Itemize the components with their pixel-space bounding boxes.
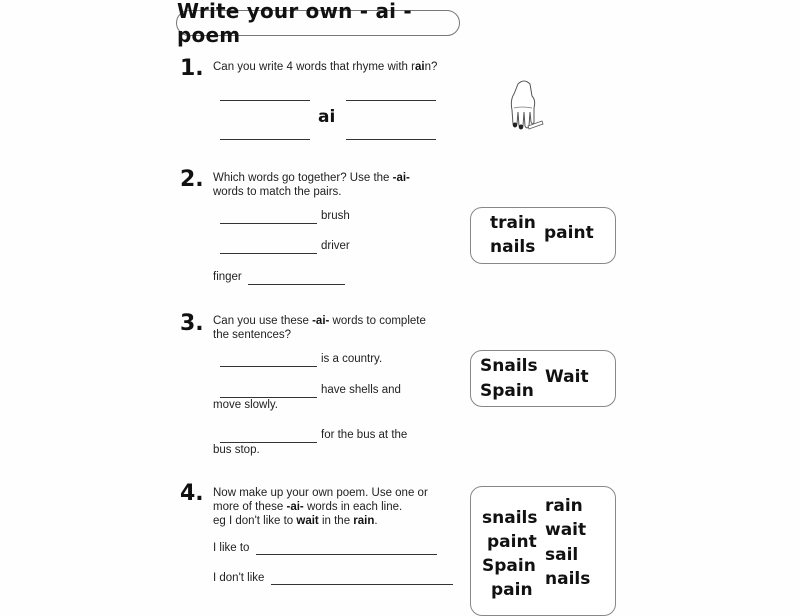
pair-blank-finger[interactable]	[248, 284, 345, 285]
poem-line-2-label: I don't like	[213, 572, 265, 584]
poem-line-1-label: I like to	[213, 542, 250, 554]
word-bank-word: Spain	[480, 381, 534, 401]
prompt-bold: wait	[296, 515, 319, 527]
rhyme-blank-1[interactable]	[220, 100, 310, 101]
rhyme-blank-4[interactable]	[346, 139, 436, 140]
question-3-prompt	[213, 314, 426, 342]
question-2-prompt	[213, 171, 410, 199]
sentence-1-text: is a country.	[321, 353, 383, 365]
question-3-number: 3.	[180, 311, 204, 336]
prompt-text: eg I don't like to	[213, 515, 297, 527]
word-bank-word: pain	[491, 580, 533, 600]
prompt-text: Which words go together? Use the	[213, 172, 393, 184]
sentence-2-text: have shells and	[321, 384, 401, 396]
question-2-number: 2.	[180, 167, 204, 192]
word-bank-word: paint	[544, 223, 594, 243]
example-line	[213, 514, 428, 528]
sentence-2-continued: move slowly.	[213, 399, 278, 411]
prompt-bold: -ai-	[286, 501, 304, 513]
question-1-number: 1.	[180, 56, 204, 81]
word-bank-word: nails	[545, 569, 591, 589]
sentence-3-text: for the bus at the	[321, 429, 408, 441]
pair-blank-driver[interactable]	[220, 253, 317, 254]
sentence-blank-1[interactable]	[220, 366, 317, 367]
prompt-text: Can you use these	[213, 315, 313, 327]
word-bank-word: Snails	[480, 356, 538, 376]
question-4-prompt	[213, 486, 428, 528]
word-bank-word: rain	[545, 496, 583, 516]
question-4-number: 4.	[180, 481, 204, 506]
prompt-text: Now make up your own poem. Use one or	[213, 487, 428, 499]
title-text: Write your own - ai - poem	[177, 0, 412, 47]
word-bank-word: snails	[482, 508, 538, 528]
prompt-text: words to complete	[329, 315, 426, 327]
prompt-bold: -ai-	[392, 172, 410, 184]
prompt-bold: ai	[414, 61, 425, 73]
ai-center-label: ai	[318, 107, 336, 127]
prompt-text: words to match the pairs.	[213, 186, 342, 198]
prompt-text: in the	[318, 515, 354, 527]
prompt-bold: -ai-	[312, 315, 330, 327]
word-bank-word: train	[490, 213, 536, 233]
word-bank-word: Wait	[545, 367, 589, 387]
word-bank-word: wait	[545, 520, 587, 540]
pair-label-finger: finger	[213, 271, 242, 283]
word-bank-word: sail	[545, 545, 579, 565]
word-bank-word: paint	[487, 532, 537, 552]
word-bank-word: Spain	[482, 556, 536, 576]
rhyme-blank-2[interactable]	[346, 100, 436, 101]
poem-line-2-blank[interactable]	[271, 584, 453, 585]
prompt-text: words in each line.	[303, 501, 403, 513]
sentence-blank-2[interactable]	[220, 397, 317, 398]
word-bank-q2	[470, 207, 616, 264]
prompt-text: .	[374, 515, 378, 527]
prompt-text: more of these	[213, 501, 287, 513]
pair-blank-brush[interactable]	[220, 223, 317, 224]
word-bank-q3	[470, 350, 616, 407]
sentence-blank-3[interactable]	[220, 442, 317, 443]
question-1-prompt	[213, 60, 437, 74]
poem-line-1-blank[interactable]	[256, 554, 437, 555]
worksheet-title	[176, 0, 460, 47]
rhyme-blank-3[interactable]	[220, 139, 310, 140]
pair-label-brush: brush	[321, 210, 350, 222]
prompt-bold: rain	[353, 515, 375, 527]
sentence-3-continued: bus stop.	[213, 444, 260, 456]
pair-label-driver: driver	[321, 240, 350, 252]
prompt-text: n?	[424, 61, 438, 73]
word-bank-q4	[470, 486, 616, 616]
prompt-text: Can you write 4 words that rhyme with r	[213, 61, 415, 73]
word-bank-word: nails	[490, 237, 536, 257]
prompt-text: the sentences?	[213, 329, 292, 341]
hand-icon	[500, 78, 550, 138]
